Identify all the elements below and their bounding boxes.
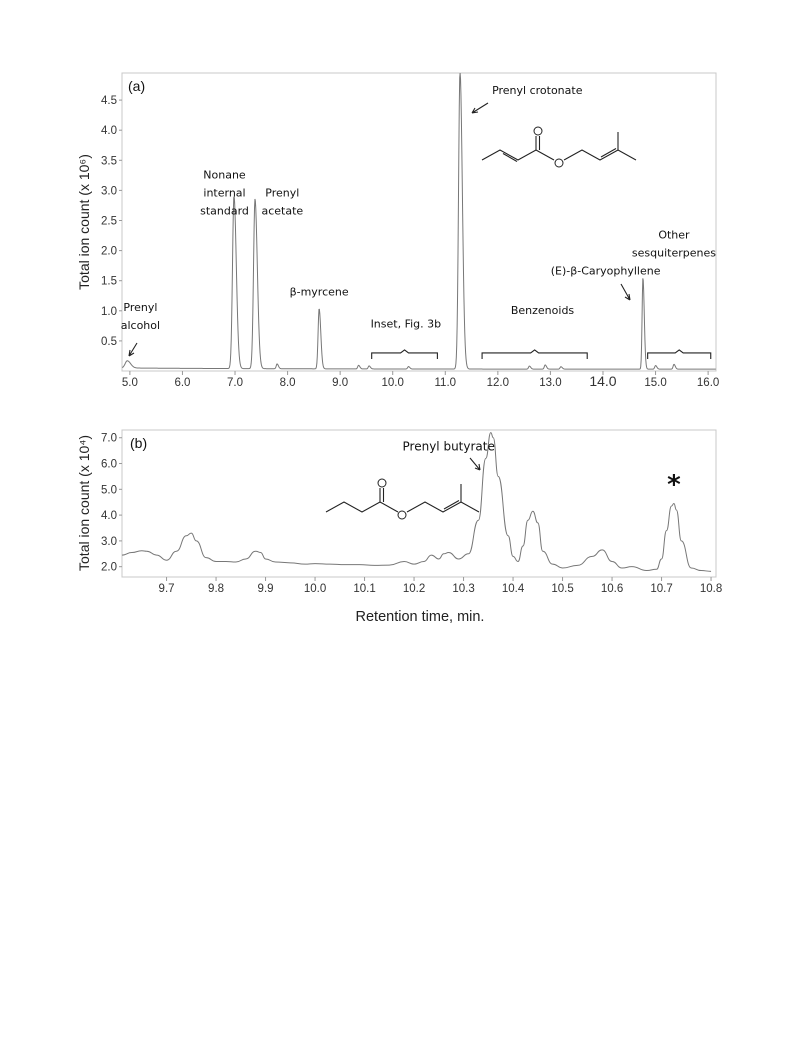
peak-annotation: Benzenoids bbox=[510, 303, 575, 317]
y-tick-label: 4.0 bbox=[101, 125, 117, 138]
prenyl-butyrate-structure-icon bbox=[326, 479, 479, 519]
panel-a-y-axis-title: Total ion count (x 10⁶) bbox=[76, 154, 92, 290]
x-tick-label: 14.0 bbox=[589, 373, 617, 389]
y-tick-label: 1.5 bbox=[101, 275, 117, 288]
peak-annotation: internal bbox=[203, 186, 246, 200]
group-brace bbox=[482, 350, 587, 359]
x-tick-label: 8.0 bbox=[279, 377, 296, 389]
x-tick-label: 10.2 bbox=[402, 583, 426, 595]
y-tick-label: 2.0 bbox=[101, 561, 117, 574]
x-tick-label: 10.0 bbox=[381, 377, 404, 389]
peak-annotation: sesquiterpenes bbox=[631, 246, 716, 260]
x-tick-label: 10.8 bbox=[699, 583, 723, 595]
panel-b-x-ticks bbox=[159, 577, 723, 595]
x-tick-label: 10.0 bbox=[303, 583, 327, 595]
peak-annotation: Prenyl bbox=[265, 186, 300, 200]
panel-a-braces bbox=[372, 350, 711, 359]
peak-annotation: Prenyl crotonate bbox=[492, 84, 583, 98]
x-tick-label: 6.0 bbox=[174, 377, 191, 389]
y-tick-label: 6.0 bbox=[101, 458, 117, 471]
x-tick-label: 10.6 bbox=[600, 583, 624, 595]
x-tick-label: 9.0 bbox=[332, 377, 349, 389]
peak-annotation: (E)-β-Caryophyllene bbox=[550, 264, 661, 278]
y-tick-label: 3.0 bbox=[101, 535, 117, 548]
y-tick-label: 1.0 bbox=[101, 305, 117, 318]
y-tick-label: 7.0 bbox=[101, 432, 117, 445]
y-tick-label: 2.5 bbox=[101, 215, 117, 228]
panel-a bbox=[76, 73, 719, 389]
y-tick-label: 3.5 bbox=[101, 155, 117, 168]
x-tick-label: 9.9 bbox=[257, 583, 274, 595]
x-tick-label: 13.0 bbox=[539, 377, 562, 389]
panel-b-y-axis-title: Total ion count (x 10⁴) bbox=[76, 435, 92, 571]
y-tick-label: 3.0 bbox=[101, 185, 117, 198]
peak-annotation: Nonane bbox=[203, 168, 246, 182]
x-tick-label: 10.5 bbox=[551, 583, 574, 595]
peak-annotation: Inset, Fig. 3b bbox=[370, 317, 442, 331]
panel-a-label: (a) bbox=[128, 78, 146, 94]
x-tick-label: 5.0 bbox=[121, 377, 138, 389]
caryophyllene-arrow bbox=[621, 284, 630, 300]
panel-a-x-ticks bbox=[122, 371, 719, 389]
x-axis-title: Retention time, min. bbox=[355, 609, 485, 625]
peak-annotation: alcohol bbox=[120, 318, 161, 332]
group-brace bbox=[648, 350, 711, 359]
panel-b-label: (b) bbox=[130, 435, 148, 451]
x-tick-label: 15.0 bbox=[644, 377, 667, 389]
peak-annotation: Prenyl butyrate bbox=[402, 439, 495, 454]
x-tick-label: 9.7 bbox=[158, 583, 175, 595]
x-tick-label: 12.0 bbox=[486, 377, 510, 389]
prenyl-crotonate-arrow bbox=[472, 103, 488, 113]
prenyl-crotonate-structure-icon bbox=[482, 127, 636, 167]
x-tick-label: 10.4 bbox=[501, 583, 525, 595]
y-tick-label: 0.5 bbox=[101, 335, 117, 348]
x-tick-label: 11.0 bbox=[434, 377, 457, 389]
peak-annotation: Prenyl bbox=[123, 300, 158, 314]
x-tick-label: 7.0 bbox=[227, 377, 244, 389]
panel-b bbox=[76, 430, 722, 625]
group-brace bbox=[372, 350, 438, 359]
panel-b-annotations bbox=[403, 440, 682, 501]
prenyl-butyrate-arrow bbox=[470, 458, 480, 470]
x-tick-label: 10.1 bbox=[353, 583, 376, 595]
y-tick-label: 4.0 bbox=[101, 510, 117, 523]
peak-annotation: Other bbox=[658, 228, 690, 242]
panel-b-y-ticks bbox=[101, 433, 122, 574]
x-tick-label: 16.0 bbox=[696, 377, 720, 389]
x-tick-label: 10.3 bbox=[452, 583, 475, 595]
x-tick-label: 9.8 bbox=[208, 583, 225, 595]
peak-annotation: standard bbox=[200, 204, 249, 218]
asterisk-marker: * bbox=[667, 470, 681, 501]
prenyl-alcohol-arrow bbox=[129, 343, 137, 356]
y-tick-label: 5.0 bbox=[101, 484, 117, 497]
peak-annotation: acetate bbox=[261, 204, 304, 218]
y-tick-label: 2.0 bbox=[101, 245, 117, 258]
peak-annotation: β-myrcene bbox=[289, 285, 349, 299]
panel-a-y-ticks bbox=[101, 95, 122, 348]
x-tick-label: 10.7 bbox=[650, 583, 673, 595]
y-tick-label: 4.5 bbox=[101, 95, 117, 108]
